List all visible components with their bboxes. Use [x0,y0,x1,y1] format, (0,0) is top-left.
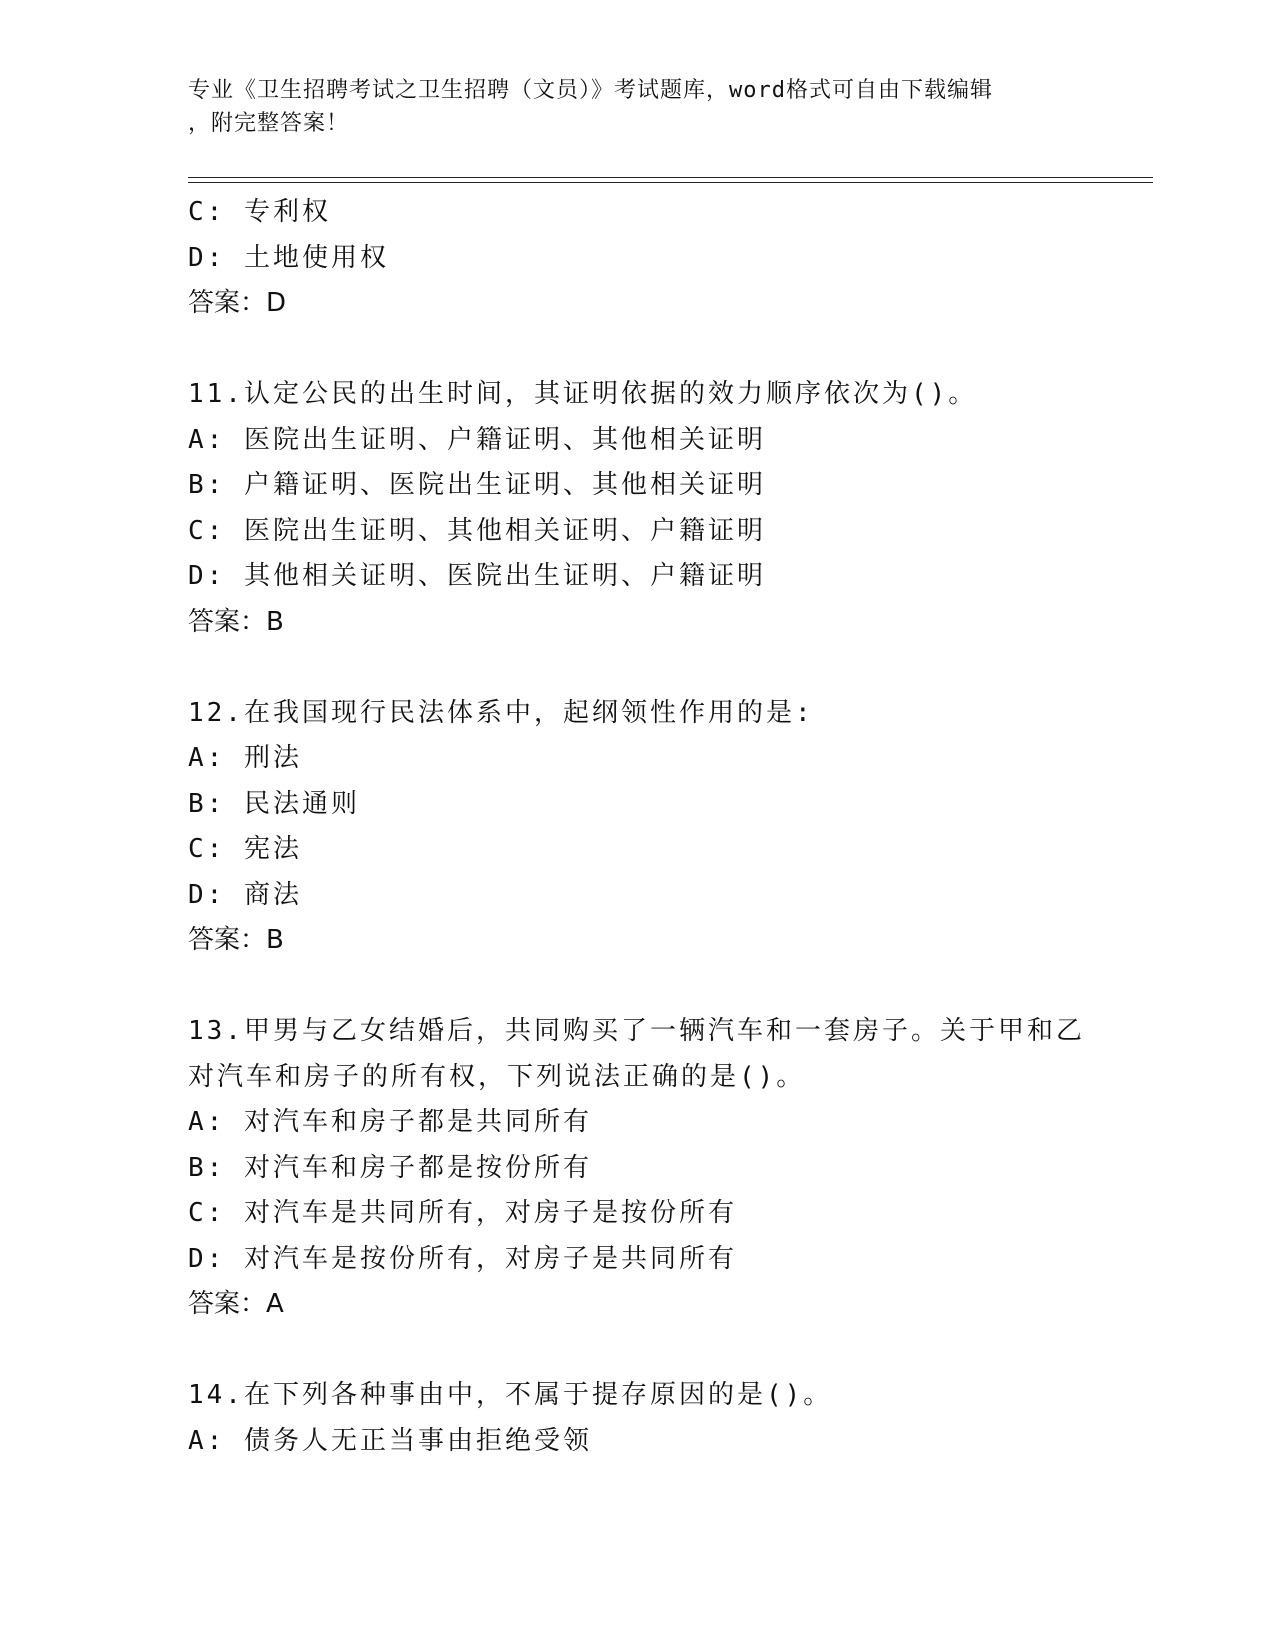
question-14 [188,1373,1088,1464]
q14-option-a: A: 债务人无正当事由拒绝受领 [188,1425,592,1456]
q11-option-c: C: 医院出生证明、其他相关证明、户籍证明 [188,515,766,546]
q12-option-c: C: 宪法 [188,834,302,864]
q11-question: 11.认定公民的出生时间，其证明依据的效力顺序依次为()。 [188,379,978,409]
q13-option-d: D: 对汽车是按份所有，对房子是共同所有 [188,1243,737,1274]
q12-option-b: B: 民法通则 [188,788,360,819]
q10-option-d: D: 土地使用权 [188,242,389,273]
header-divider-bottom [188,182,1153,183]
q12-option-a: A: 刑法 [188,743,302,773]
question-10 [188,190,1088,327]
q11-option-a: A: 医院出生证明、户籍证明、其他相关证明 [188,424,766,455]
q13-question-line1: 13.甲男与乙女结婚后，共同购买了一辆汽车和一套房子。关于甲和乙 [188,1016,1085,1046]
spacer [188,645,1088,691]
q11-option-b: B: 户籍证明、医院出生证明、其他相关证明 [188,470,766,500]
q14-question: 14.在下列各种事由中，不属于提存原因的是()。 [188,1380,833,1410]
q13-answer: 答案：A [188,1289,284,1319]
q12-option-d: D: 商法 [188,879,302,910]
header-title-line2: ，附完整答案！ [188,111,350,136]
q13-option-b: B: 对汽车和房子都是按份所有 [188,1152,592,1183]
header-divider-top [188,177,1153,178]
spacer [188,964,1088,1010]
q11-option-d: D: 其他相关证明、医院出生证明、户籍证明 [188,561,766,591]
question-list [188,190,1088,1464]
q13-option-a: A: 对汽车和房子都是共同所有 [188,1107,592,1137]
q12-question: 12.在我国现行民法体系中，起纲领性作用的是: [188,697,814,728]
question-12 [188,691,1088,964]
question-13 [188,1009,1088,1328]
q10-answer: 答案：D [188,288,287,318]
spacer [188,327,1088,373]
q13-option-c: C: 对汽车是共同所有，对房子是按份所有 [188,1198,737,1228]
document-header [188,74,1088,140]
header-title-line1: 专业《卫生招聘考试之卫生招聘（文员）》考试题库，word格式可自由下载编辑 [188,78,993,103]
q13-question-line2: 对汽车和房子的所有权，下列说法正确的是()。 [188,1061,806,1092]
spacer [188,1328,1088,1374]
q10-option-c: C: 专利权 [188,197,331,227]
question-11 [188,372,1088,645]
q12-answer: 答案：B [188,925,284,955]
q11-answer: 答案：B [188,606,284,637]
